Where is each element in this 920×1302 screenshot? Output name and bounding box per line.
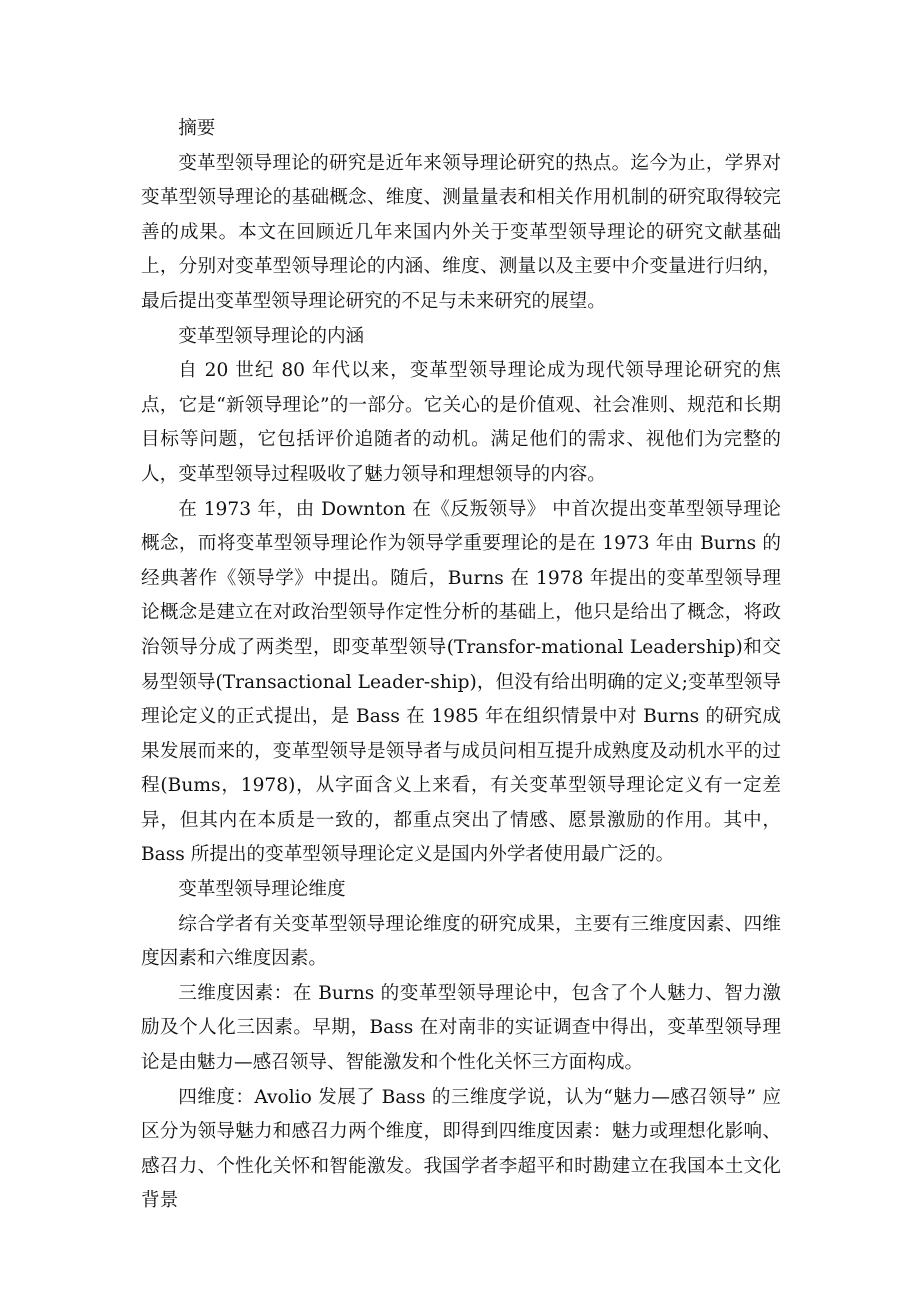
- section-heading-connotation: 变革型领导理论的内涵: [178, 325, 365, 347]
- paragraph-connotation-2: 在 1973 年，由 Downton 在《反叛领导》 中首次提出变革型领导理论概念，而将变革型领导理论作为领导学重要理论的是在 1973 年由 Burns 的经典著作《领导学》中提出。随后，Burns 在 1978 年提出的变革型领导理论概念是建立在对政治型领导作定性分析的基础上，他只是给出了概念，将政治领导分成了两类型，即变革型领导(Transfor-mational Leadership)和交易型领导(Transactional Leader-ship)，但没有给出明确的定义;变革型领导理论定义的正式提出，是 Bass 在 1985 年在组织情景中对 Burns 的研究成果发展而来的，变革型领导是领导者与成员问相互提升成熟度及动机水平的过程(Bums，1978)，从字面含义上来看，有关变革型领导理论定义有一定差异，但其内在本质是一致的，都重点突出了情感、愿景激励的作用。其中，Bass 所提出的变革型领导理论定义是国内外学者使用最广泛的。: [141, 498, 781, 866]
- document-body: [141, 112, 781, 1219]
- paragraph-dimensions-2: 三维度因素：在 Burns 的变革型领导理论中，包含了个人魅力、智力激励及个人化三因素。早期，Bass 在对南非的实证调查中得出，变革型领导理论是由魅力—感召领导、智能激发和个性化关怀三方面构成。: [141, 982, 781, 1074]
- abstract-paragraph: 变革型领导理论的研究是近年来领导理论研究的热点。迄今为止，学界对变革型领导理论的基础概念、维度、测量量表和相关作用机制的研究取得较完善的成果。本文在回顾近几年来国内外关于变革型领导理论的研究文献基础上，分别对变革型领导理论的内涵、维度、测量以及主要中介变量进行归纳，最后提出变革型领导理论研究的不足与未来研究的展望。: [141, 152, 781, 312]
- section-heading-dimensions: 变革型领导理论维度: [178, 879, 346, 901]
- paragraph-dimensions-3: 四维度：Avolio 发展了 Bass 的三维度学说，认为“魅力—感召领导” 应区分为领导魅力和感召力两个维度，即得到四维度因素：魅力或理想化影响、感召力、个性化关怀和智能激发。我国学者李超平和时勘建立在我国本土文化背景: [141, 1086, 781, 1212]
- abstract-heading: 摘要: [178, 118, 216, 139]
- paragraph-dimensions-1: 综合学者有关变革型领导理论维度的研究成果，主要有三维度因素、四维度因素和六维度因素。: [141, 913, 781, 970]
- paragraph-connotation-1: 自 20 世纪 80 年代以来，变革型领导理论成为现代领导理论研究的焦点，它是“新领导理论”的一部分。它关心的是价值观、社会准则、规范和长期目标等问题，它包括评价追随者的动机。满足他们的需求、视他们为完整的人，变革型领导过程吸收了魅力领导和理想领导的内容。: [141, 360, 781, 485]
